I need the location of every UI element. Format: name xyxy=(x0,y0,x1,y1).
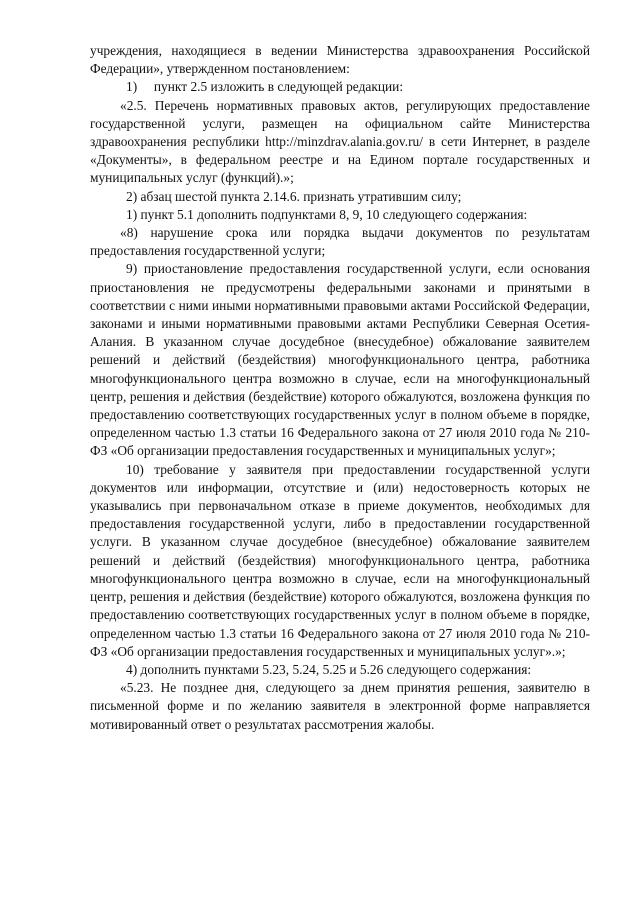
paragraph-intro: учреждения, находящиеся в ведении Министерства здравоохранения Российской Федерации», утвержденном постановлением: xyxy=(90,43,590,77)
paragraph-subitem-8: «8) нарушение срока или порядка выдачи документов по результатам предоставления государственной услуги; xyxy=(90,225,590,259)
paragraph-item-4: 4) дополнить пунктами 5.23, 5.24, 5.25 и 5.26 следующего содержания: xyxy=(126,661,532,677)
paragraph-item-2: 2) абзац шестой пункта 2.14.6. признать утратившим силу; xyxy=(126,188,462,204)
paragraph-item-1-point-2-5: 1) пункт 2.5 изложить в следующей редакции: xyxy=(126,79,404,95)
paragraph-subitem-10: 10) требование у заявителя при предоставлении государственной услуги документов или информации, отсутствие и (или) недостоверность которых не указывались при первоначальном отказе в приеме документов, необходимых для предоставления государственной услуги, либо в предоставлении государственной услуги. В указанном случае досудебное (внесудебное) обжалование заявителем решений и действий (бездействия) многофункционального центра, работника многофункционального центра возможно в случае, если на многофункциональный центр, решения и действия (бездействие) которого обжалуются, возложена функция по предоставлению соответствующих государственных услуг в полном объеме в порядке, определенном частью 1.3 статьи 16 Федерального закона от 27 июля 2010 года № 210-ФЗ «Об организации предоставления государственных и муниципальных услуг».»; xyxy=(90,461,590,659)
document-page xyxy=(90,42,590,734)
paragraph-point-2-5-text: «2.5. Перечень нормативных правовых актов, регулирующих предоставление государственной услуги, размещен на официальном сайте Министерства здравоохранения республики http://minzdrav.alania.gov.ru/ в сети Интернет, в разделе «Документы», в федеральном реестре и на Едином портале государственных и муниципальных услуг (функций).»; xyxy=(90,97,590,186)
paragraph-subitem-9: 9) приостановление предоставления государственной услуги, если основания приостановления не предусмотрены федеральными законами и принятыми в соответствии с ними иными нормативными правовыми актами Российской Федерации, законами и иными нормативными правовыми актами Республики Северная Осетия-Алания. В указанном случае досудебное (внесудебное) обжалование заявителем решений и действий (бездействия) многофункционального центра, работника многофункционального центра возможно в случае, если на многофункциональный центр, решения и действия (бездействие) которого обжалуются, возложена функция по предоставлению соответствующих государственных услуг в полном объеме в порядке, определенном частью 1.3 статьи 16 Федерального закона от 27 июля 2010 года № 210-ФЗ «Об организации предоставления государственных и муниципальных услуг»; xyxy=(90,261,590,459)
paragraph-item-point-5-1: 1) пункт 5.1 дополнить подпунктами 8, 9, 10 следующего содержания: xyxy=(126,206,528,222)
paragraph-point-5-23: «5.23. Не позднее дня, следующего за днем принятия решения, заявителю в письменной форме и по желанию заявителя в электронной форме направляется мотивированный ответ о результатах рассмотрения жалобы. xyxy=(90,680,590,732)
